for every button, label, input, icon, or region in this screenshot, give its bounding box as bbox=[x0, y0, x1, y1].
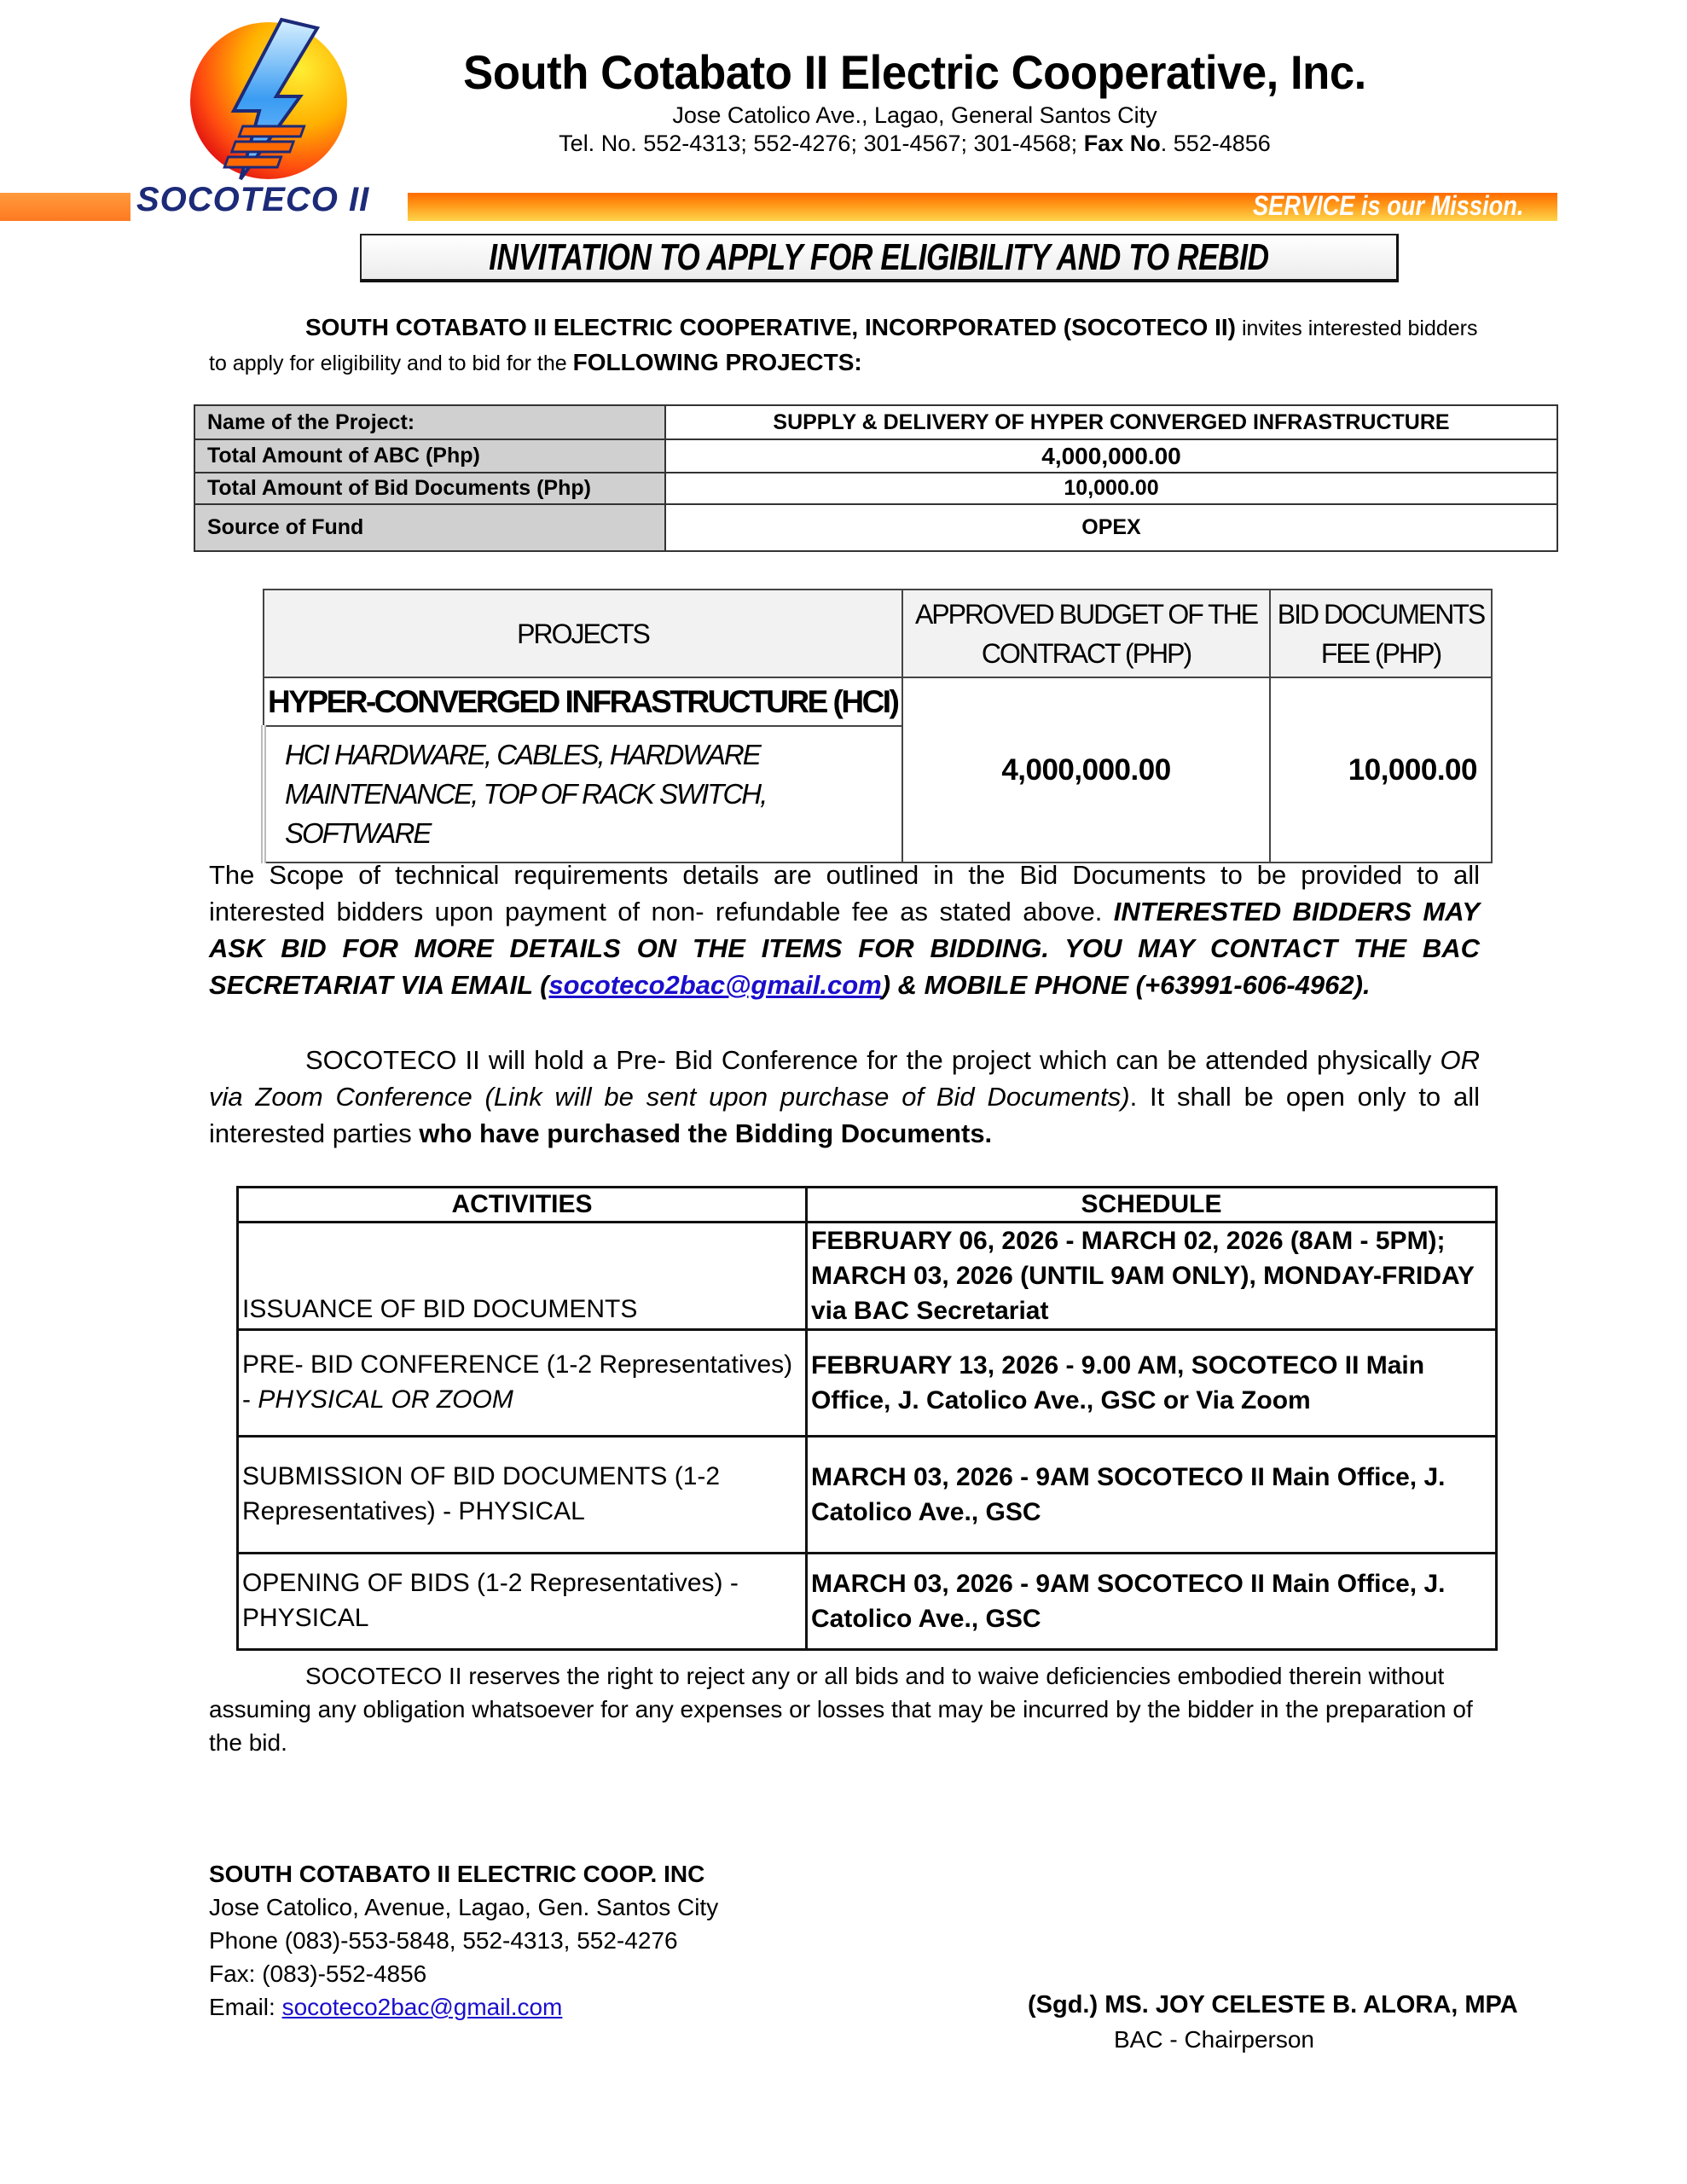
scope-bold-2: ) & MOBILE PHONE (+63991-606-4962). bbox=[881, 970, 1371, 1000]
summary-label: Total Amount of Bid Documents (Php) bbox=[194, 473, 665, 504]
footer-address: Jose Catolico, Avenue, Lagao, Gen. Santos City bbox=[209, 1894, 719, 1920]
table-row bbox=[194, 439, 1557, 473]
project-fee: 10,000.00 bbox=[1270, 677, 1492, 863]
closing-paragraph bbox=[209, 1659, 1480, 1759]
prebid-text-2: . It shall be open only to all interested parties bbox=[209, 1082, 1480, 1148]
company-name: South Cotabato II Electric Cooperative, Inc. bbox=[463, 45, 1366, 99]
prebid-italic: OR via Zoom Conference (Link will be sent upon purchase of Bid Documents) bbox=[209, 1045, 1480, 1112]
projects-table bbox=[261, 589, 1493, 863]
table-row bbox=[264, 677, 1492, 726]
project-abc: 4,000,000.00 bbox=[902, 677, 1270, 863]
table-row bbox=[194, 473, 1557, 504]
table-row bbox=[238, 1554, 1497, 1650]
summary-value: 10,000.00 bbox=[665, 473, 1557, 504]
socoteco-logo-icon bbox=[181, 15, 356, 182]
header-bar-left bbox=[0, 193, 130, 221]
prebid-text-1: SOCOTECO II will hold a Pre- Bid Conference for the project which can be attended physically bbox=[305, 1045, 1441, 1075]
company-contact bbox=[409, 131, 1420, 157]
summary-value: 4,000,000.00 bbox=[665, 439, 1557, 473]
activity-cell: ISSUANCE OF BID DOCUMENTS bbox=[238, 1223, 807, 1330]
summary-label: Source of Fund bbox=[194, 504, 665, 551]
schedule-cell: FEBRUARY 06, 2026 - MARCH 02, 2026 (8AM - 5PM); MARCH 03, 2026 (UNTIL 9AM ONLY), MONDAY-FRIDAY via BAC Secretariat bbox=[807, 1223, 1497, 1330]
header-activities: ACTIVITIES bbox=[238, 1188, 807, 1223]
summary-table bbox=[194, 404, 1558, 552]
activity-cell: OPENING OF BIDS (1-2 Representatives) - PHYSICAL bbox=[238, 1554, 807, 1650]
prebid-bold: who have purchased the Bidding Documents. bbox=[419, 1118, 993, 1148]
tel-label: Tel. No. bbox=[559, 131, 637, 156]
intro-paragraph bbox=[209, 311, 1480, 380]
header-bar bbox=[408, 190, 1557, 221]
table-row bbox=[238, 1330, 1497, 1437]
table-row bbox=[194, 504, 1557, 551]
table-row bbox=[194, 405, 1557, 439]
intro-org: SOUTH COTABATO II ELECTRIC COOPERATIVE, INCORPORATED (SOCOTECO II) bbox=[305, 314, 1236, 340]
header-fee: BID DOCUMENTS FEE (PHP) bbox=[1270, 590, 1492, 677]
project-title: HYPER-CONVERGED INFRASTRUCTURE (HCI) bbox=[264, 677, 902, 726]
signatory-name: (Sgd.) MS. JOY CELESTE B. ALORA, MPA bbox=[1028, 1991, 1518, 2018]
header-schedule: SCHEDULE bbox=[807, 1188, 1497, 1223]
intro-bold: FOLLOWING PROJECTS: bbox=[572, 349, 862, 375]
footer-email-link[interactable]: socoteco2bac@gmail.com bbox=[281, 1994, 563, 2020]
brand-wordmark: SOCOTECO II bbox=[136, 181, 370, 218]
slogan: SERVICE is our Mission. bbox=[1252, 190, 1523, 221]
table-header-row bbox=[238, 1188, 1497, 1223]
fax-label: Fax No bbox=[1083, 131, 1161, 156]
footer-org: SOUTH COTABATO II ELECTRIC COOP. INC bbox=[209, 1861, 705, 1887]
schedule-cell: MARCH 03, 2026 - 9AM SOCOTECO II Main Office, J. Catolico Ave., GSC bbox=[807, 1554, 1497, 1650]
company-address: Jose Catolico Ave., Lagao, General Santos City bbox=[672, 102, 1157, 128]
document-title-box bbox=[360, 234, 1399, 282]
footer-email-line: Email: socoteco2bac@gmail.com bbox=[209, 1994, 563, 2020]
footer-phone: Phone (083)-553-5848, 552-4313, 552-4276 bbox=[209, 1927, 678, 1954]
table-row bbox=[238, 1223, 1497, 1330]
scope-text: The Scope of technical requirements details are outlined in the Bid Documents to be provided to all interested bidders upon payment of non- refundable fee as stated above. bbox=[209, 860, 1480, 926]
footer-fax: Fax: (083)-552-4856 bbox=[209, 1960, 427, 1987]
bac-email-link[interactable]: socoteco2bac@gmail.com bbox=[548, 970, 882, 1000]
schedule-cell: FEBRUARY 13, 2026 - 9.00 AM, SOCOTECO II Main Office, J. Catolico Ave., GSC or Via Zoom bbox=[807, 1330, 1497, 1437]
closing-text: SOCOTECO II reserves the right to reject any or all bids and to waive deficiencies embodied therein without assuming any obligation whatsoever for any expenses or losses that may be incurred by the bidder in the preparation of the bid. bbox=[209, 1663, 1473, 1756]
header-abc: APPROVED BUDGET OF THE CONTRACT (PHP) bbox=[902, 590, 1270, 677]
schedule-table bbox=[236, 1186, 1498, 1651]
summary-value: OPEX bbox=[665, 504, 1557, 551]
activity-cell: PRE- BID CONFERENCE (1-2 Representatives) - PHYSICAL OR ZOOM bbox=[238, 1330, 807, 1437]
schedule-cell: MARCH 03, 2026 - 9AM SOCOTECO II Main Office, J. Catolico Ave., GSC bbox=[807, 1437, 1497, 1554]
summary-label: Name of the Project: bbox=[194, 405, 665, 439]
tel-numbers: 552-4313; 552-4276; 301-4567; 301-4568; bbox=[643, 131, 1078, 156]
table-row bbox=[238, 1437, 1497, 1554]
table-header-row bbox=[264, 590, 1492, 677]
fax-number: . 552-4856 bbox=[1160, 131, 1271, 156]
summary-value: SUPPLY & DELIVERY OF HYPER CONVERGED INFRASTRUCTURE bbox=[665, 405, 1557, 439]
activity-cell: SUBMISSION OF BID DOCUMENTS (1-2 Representatives) - PHYSICAL bbox=[238, 1437, 807, 1554]
footer-contact bbox=[209, 1857, 718, 2024]
header-projects: PROJECTS bbox=[264, 590, 902, 677]
summary-label: Total Amount of ABC (Php) bbox=[194, 439, 665, 473]
document-title: INVITATION TO APPLY FOR ELIGIBILITY AND TO REBID bbox=[489, 236, 1269, 278]
project-items: HCI HARDWARE, CABLES, HARDWARE MAINTENANCE, TOP OF RACK SWITCH, SOFTWARE bbox=[264, 726, 902, 863]
signatory-role: BAC - Chairperson bbox=[1114, 2026, 1314, 2053]
scope-bold-1: INTERESTED BIDDERS MAY ASK BID FOR MORE DETAILS ON THE ITEMS FOR BIDDING. YOU MAY CONTACT THE BAC SECRETARIAT VIA EMAIL ( bbox=[209, 897, 1480, 1000]
prebid-paragraph bbox=[209, 1042, 1480, 1152]
intro-text: invites interested bidders to apply for eligibility and to bid for the bbox=[209, 317, 1478, 375]
scope-paragraph bbox=[209, 857, 1480, 1003]
